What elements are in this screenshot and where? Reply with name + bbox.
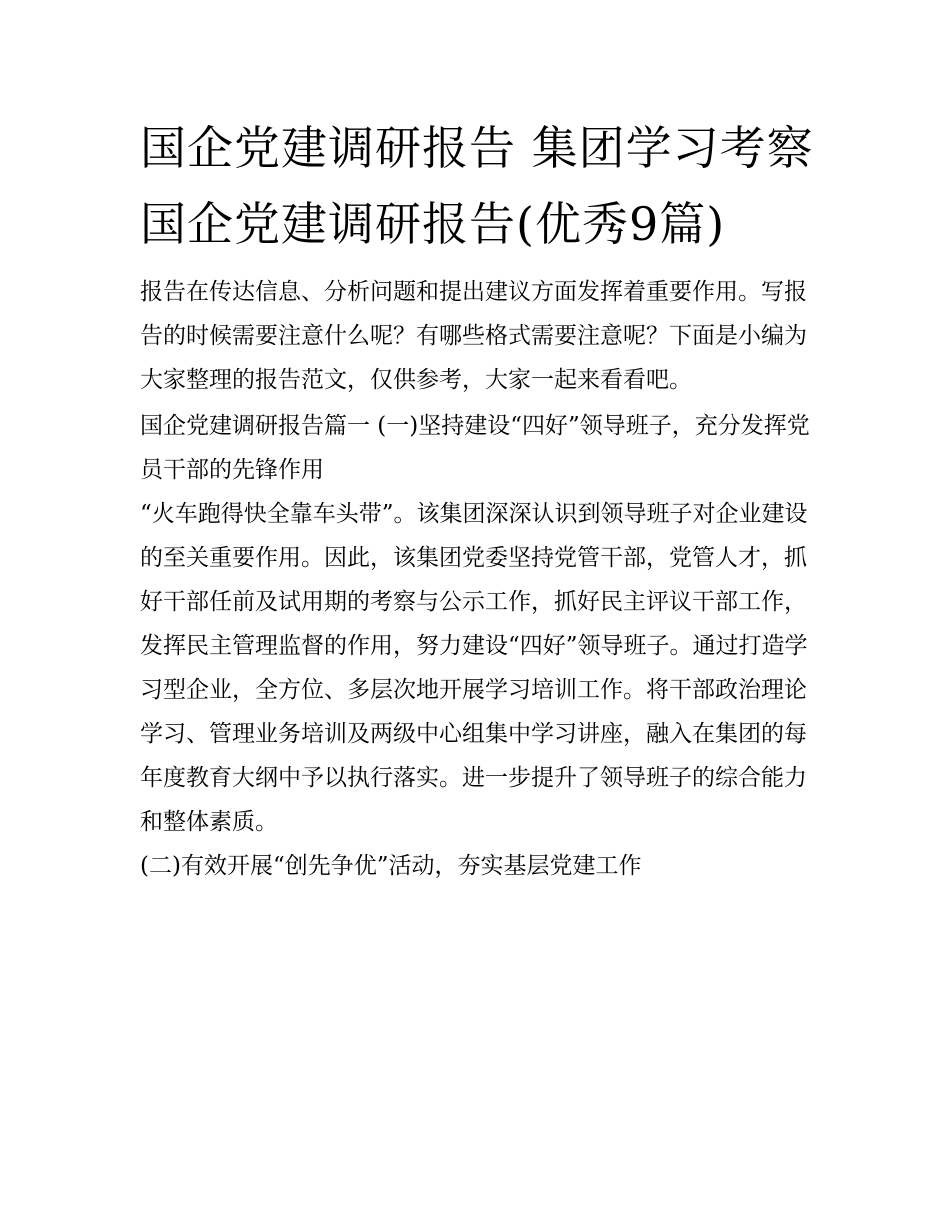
- document-title: 国企党建调研报告 集团学习考察国企党建调研报告(优秀9篇): [140, 121, 814, 251]
- intro-paragraph: 报告在传达信息、分析问题和提出建议方面发挥着重要作用。写报告的时候需要注意什么呢？有哪些格式需要注意呢？下面是小编为大家整理的报告范文，仅供参考，大家一起来看看吧。: [140, 279, 807, 393]
- section-one-heading: 国企党建调研报告篇一 (一)坚持建设“四好”领导班子，充分发挥党员干部的先锋作用: [140, 413, 810, 483]
- document-body: [140, 110, 820, 888]
- section-two-heading: (二)有效开展“创先争优”活动，夯实基层党建工作: [140, 853, 642, 879]
- section-one-paragraph: “火车跑得快全靠车头带”。该集团深深认识到领导班子对企业建设的至关重要作用。因此，该集团党委坚持党管干部，党管人才，抓好干部任前及试用期的考察与公示工作，抓好民主评议干部工作，发挥民主管理监督的作用，努力建设“四好”领导班子。通过打造学习型企业，全方位、多层次地开展学习培训工作。将干部政治理论学习、管理业务培训及两级中心组集中学习讲座，融入在集团的每年度教育大纲中予以执行落实。进一步提升了领导班子的综合能力和整体素质。: [140, 501, 808, 835]
